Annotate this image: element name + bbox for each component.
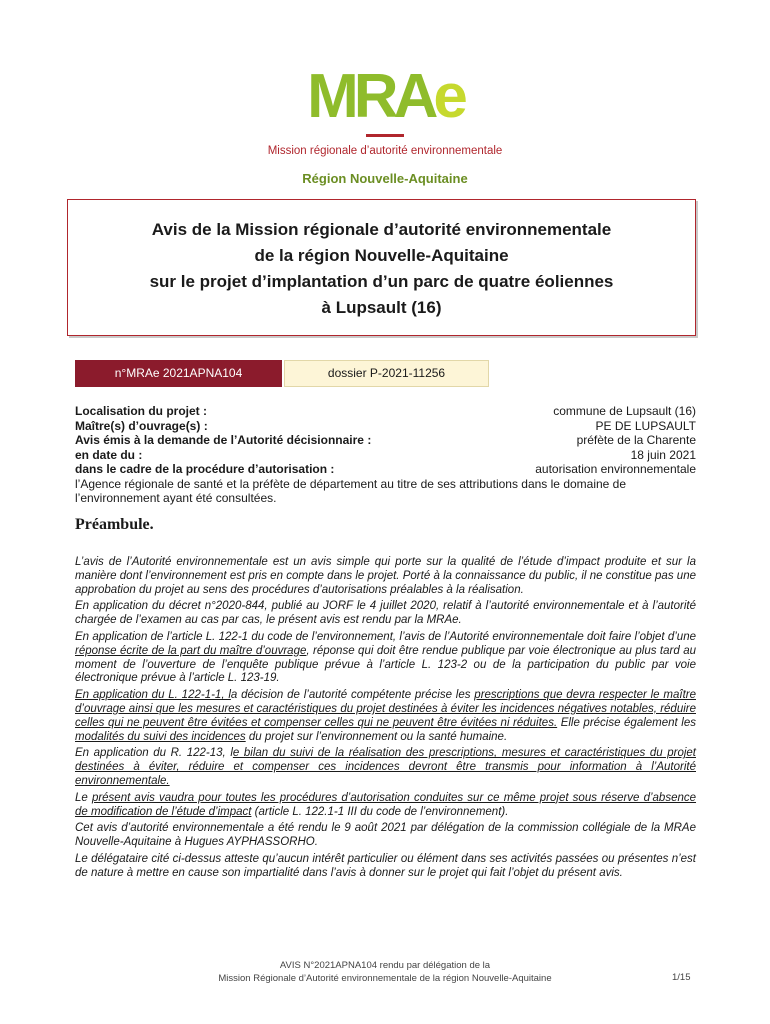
preamble-heading: Préambule. [75,516,154,533]
title-box [67,199,696,336]
page-number: 1/15 [672,972,691,983]
mrae-number-badge: n°MRAe 2021APNA104 [75,360,282,387]
underlined-run: e bilan du suivi de la réalisation des prescriptions, mesures et caractéristiques du projet destinées à éviter, réduire et compenser ces incidences devront être transmis pour information à l’Autorité environnementale. [75,747,696,787]
title-line-2: de la région Nouvelle-Aquitaine [254,246,509,265]
meta-row-date [75,448,696,463]
region-name: Région Nouvelle-Aquitaine [302,171,468,186]
mrae-logo-mark: MRAe [307,62,463,131]
meta-label: dans le cadre de la procédure d’autorisation : [75,462,335,476]
meta-label: Avis émis à la demande de l’Autorité décisionnaire : [75,433,372,447]
underlined-run: prescriptions que devra respecter le maître d’ouvrage ainsi que les mesures et caractéristiques du projet destinées à éviter les incidences négatives notables, réduire celles qui ne peuvent être évitées et compenser celles qui ne peuvent être évitées ni réduites. [75,689,696,729]
paragraph-4 [75,689,696,744]
mrae-logo [0,62,770,157]
page-footer [0,959,770,985]
paragraph-3 [75,631,696,686]
text-run: a décision de l’autorité compétente précise les [230,689,475,702]
meta-value: PE DE LUPSAULT [595,418,696,433]
paragraph-2: En application du décret n°2020-844, publié au JORF le 4 juillet 2020, relatif à l’autorité environnementale et à l’autorité chargée de l’examen au cas par cas, le présent avis est rendu par la MRAe. [75,600,696,627]
title-line-4: à Lupsault (16) [321,298,442,317]
meta-label: en date du : [75,447,143,462]
underlined-run: présent avis vaudra pour toutes les procédures d’autorisation conduites sur ce même projet sous réserve d’absence de modification de l’étude d’impact [75,791,697,818]
footer-line-1: AVIS N°2021APNA104 rendu par délégation de la [279,960,491,971]
footer-line-2: Mission Régionale d’Autorité environnementale de la région Nouvelle-Aquitaine [218,973,552,984]
text-run: Elle précise également les [557,716,696,729]
paragraph-1: L’avis de l’Autorité environnementale est un avis simple qui porte sur la qualité de l’étude d’impact produite et sur la manière dont l’environnement est pris en compte dans le projet. Porté à la connaissance du public, il ne constitue pas une approbation du projet au sens des procédures d’autorisations préalables à la réalisation. [75,556,696,596]
meta-row-authority [75,433,696,448]
meta-value: 18 juin 2021 [630,447,696,462]
preamble-body [75,556,696,884]
text-run: Le [75,791,92,804]
title-line-3: sur le projet d’implantation d’un parc de quatre éoliennes [149,272,614,291]
text-run: En application du R. 122-13, l [75,747,233,760]
text-run: En application de l’article L. 122-1 du code de l’environnement, l’avis de l’Autorité environnementale doit faire l’objet d’une [75,630,696,643]
text-run: , réponse qui doit être rendue publique par voie électronique au plus tard au moment de l’ouverture de l’enquête publique prévue à l’article L. 123-2 ou de la participation du public par voie électronique prévue à l’article L. 123-19. [75,644,697,685]
meta-label: Localisation du projet : [75,404,208,418]
project-metadata [75,404,696,506]
meta-consultation-note: l’Agence régionale de santé et la préfète de département au titre de ses attributions dans le domaine de l’environnement ayant été consultées. [75,476,627,505]
underlined-run: réponse écrite de la part du maître d’ouvrage [75,644,307,657]
text-run: du projet sur l’environnement ou la santé humaine. [245,730,508,743]
meta-value: commune de Lupsault (16) [553,404,696,418]
meta-label: Maître(s) d’ouvrage(s) : [75,418,208,433]
logo-subtitle: Mission régionale d’autorité environnementale [267,145,503,157]
meta-row-owner [75,419,696,434]
meta-value: autorisation environnementale [535,462,696,476]
underlined-run: En application du L. 122-1-1, l [75,689,231,702]
dossier-number-badge: dossier P-2021-11256 [284,360,489,387]
meta-row-procedure [75,462,696,477]
text-run: (article L. 122.1-1 III du code de l’environnement). [251,805,509,818]
logo-divider [366,134,404,137]
paragraph-7: Cet avis d’autorité environnementale a été rendu le 9 août 2021 par délégation de la commission collégiale de la MRAe Nouvelle-Aquitaine à Hugues AYPHASSORHO. [75,822,696,849]
underlined-run: modalités du suivi des incidences [75,730,246,743]
meta-value: préfète de la Charente [576,433,696,447]
paragraph-8: Le délégataire cité ci-dessus atteste qu’aucun intérêt particulier ou élément dans ses activités passées ou présentes n’est de nature à mettre en cause son impartialité dans l’avis à donner sur le projet qui fait l’objet du présent avis. [75,852,696,879]
paragraph-5 [75,747,696,788]
meta-row-location [75,404,696,419]
paragraph-6 [75,792,696,820]
title-line-1: Avis de la Mission régionale d’autorité environnementale [151,220,612,239]
